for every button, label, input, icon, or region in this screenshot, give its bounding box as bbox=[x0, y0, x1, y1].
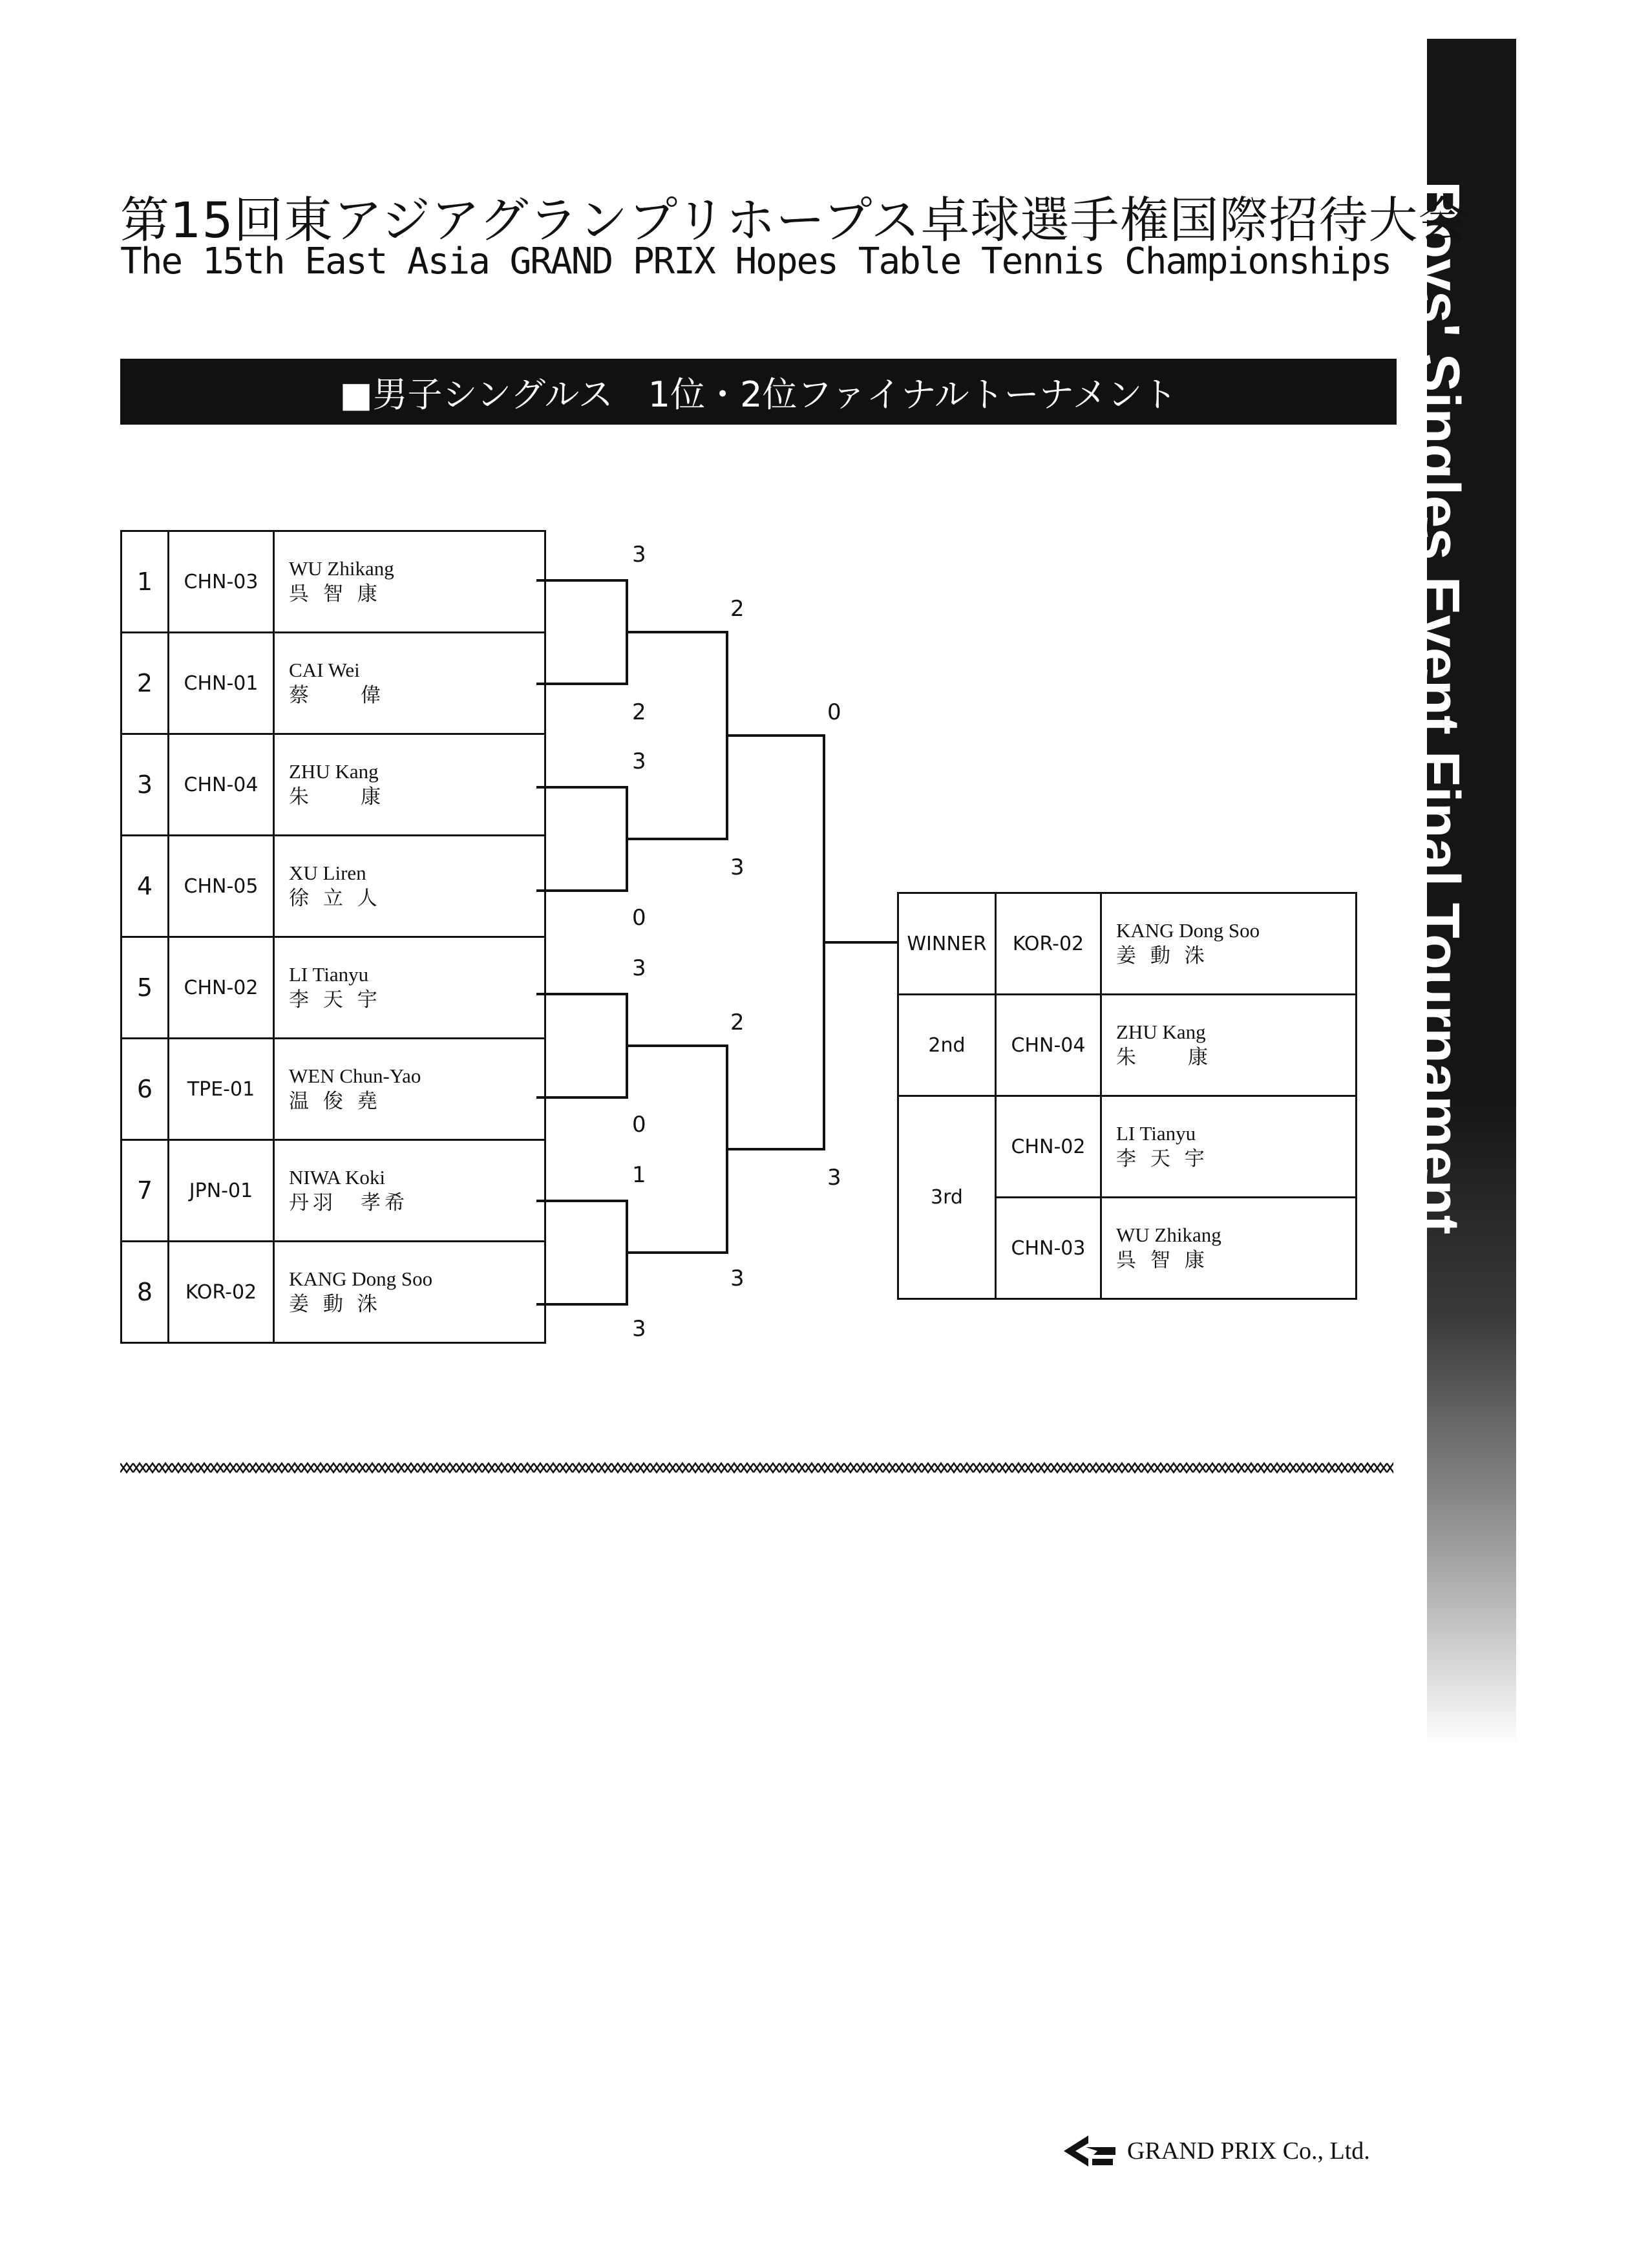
player-code: CHN-01 bbox=[169, 633, 274, 734]
seed-number: 5 bbox=[121, 937, 169, 1039]
seed-number: 4 bbox=[121, 836, 169, 937]
player-code: JPN-01 bbox=[169, 1140, 274, 1242]
placement-label: WINNER bbox=[898, 893, 996, 995]
seed-number: 2 bbox=[121, 633, 169, 734]
player-name-jp: 姜 動 洙 bbox=[1116, 944, 1209, 968]
company-logo bbox=[1060, 2133, 1370, 2169]
score-r1-8: 3 bbox=[632, 1316, 646, 1342]
player-code: CHN-05 bbox=[169, 836, 274, 937]
player-code: KOR-02 bbox=[996, 893, 1101, 995]
result-row bbox=[898, 893, 1357, 995]
player-name-jp: 温 俊 堯 bbox=[289, 1090, 381, 1113]
grand-prix-logo-icon bbox=[1060, 2133, 1118, 2169]
company-name: GRAND PRIX Co., Ltd. bbox=[1127, 2137, 1370, 2165]
score-r1-3: 3 bbox=[632, 748, 646, 774]
bracket-r1-match-1 bbox=[536, 580, 627, 684]
score-r1-2: 2 bbox=[632, 699, 646, 725]
player-name-en: LI Tianyu bbox=[1116, 1122, 1196, 1145]
score-r1-6: 0 bbox=[632, 1112, 646, 1138]
score-sf-4: 3 bbox=[730, 1266, 745, 1291]
result-row bbox=[898, 1096, 1357, 1198]
zigzag-divider bbox=[120, 1458, 1393, 1478]
results-table bbox=[897, 892, 1357, 1300]
score-sf-1: 2 bbox=[730, 596, 745, 622]
bracket-final bbox=[727, 736, 824, 1149]
player-name-en: CAI Wei bbox=[289, 659, 360, 681]
player-name bbox=[1101, 1198, 1357, 1299]
placement-label: 2nd bbox=[898, 995, 996, 1096]
score-r1-1: 3 bbox=[632, 542, 646, 567]
player-code: CHN-02 bbox=[996, 1096, 1101, 1198]
player-code: CHN-03 bbox=[169, 531, 274, 633]
title-japanese: 第15回東アジアグランプリホープス卓球選手権国際招待大会 bbox=[120, 191, 1468, 249]
player-name-en: ZHU Kang bbox=[289, 760, 379, 783]
seed-number: 1 bbox=[121, 531, 169, 633]
player-name-en: KANG Dong Soo bbox=[1116, 919, 1260, 942]
score-final-2: 3 bbox=[827, 1165, 841, 1191]
player-name-en: WU Zhikang bbox=[1116, 1224, 1221, 1246]
bracket-r1-match-4 bbox=[536, 1201, 627, 1304]
player-name-jp: 姜 動 洙 bbox=[289, 1293, 381, 1316]
player-name-jp: 朱 康 bbox=[289, 785, 385, 809]
player-name-jp: 李 天 宇 bbox=[1116, 1147, 1209, 1171]
placement-label: 3rd bbox=[898, 1096, 996, 1299]
score-sf-2: 3 bbox=[730, 854, 745, 880]
player-name-en: NIWA Koki bbox=[289, 1166, 385, 1189]
side-title: Boys' Singles Event Final Tournament bbox=[1406, 181, 1471, 1235]
score-r1-7: 1 bbox=[632, 1162, 646, 1188]
player-code: CHN-04 bbox=[169, 734, 274, 836]
player-code: KOR-02 bbox=[169, 1242, 274, 1343]
player-name-jp: 徐 立 人 bbox=[289, 887, 381, 910]
player-name-en: ZHU Kang bbox=[1116, 1021, 1206, 1043]
bracket-r1-match-2 bbox=[536, 787, 627, 891]
title-english: The 15th East Asia GRAND PRIX Hopes Table Tennis Championships bbox=[120, 240, 1391, 282]
player-name-jp: 丹羽 孝希 bbox=[289, 1191, 408, 1214]
seed-number: 6 bbox=[121, 1039, 169, 1140]
player-name-jp: 呉 智 康 bbox=[1116, 1249, 1209, 1272]
player-code: CHN-03 bbox=[996, 1198, 1101, 1299]
player-name-jp: 蔡 偉 bbox=[289, 684, 385, 707]
player-name bbox=[1101, 995, 1357, 1096]
player-name bbox=[1101, 893, 1357, 995]
player-name-en: XU Liren bbox=[289, 862, 366, 884]
player-code: TPE-01 bbox=[169, 1039, 274, 1140]
bracket-sf-match-1 bbox=[627, 632, 727, 839]
bracket-r1-match-3 bbox=[536, 994, 627, 1097]
bracket-sf-match-2 bbox=[627, 1046, 727, 1253]
section-banner-text: ■男子シングルス 1位・2位ファイナルトーナメント bbox=[339, 374, 1178, 415]
score-r1-5: 3 bbox=[632, 955, 646, 981]
score-sf-3: 2 bbox=[730, 1010, 745, 1035]
score-r1-4: 0 bbox=[632, 905, 646, 931]
player-name-jp: 呉 智 康 bbox=[289, 582, 381, 606]
player-name-en: WU Zhikang bbox=[289, 557, 394, 580]
score-final-1: 0 bbox=[827, 699, 841, 725]
player-name-en: LI Tianyu bbox=[289, 963, 369, 986]
player-code: CHN-02 bbox=[169, 937, 274, 1039]
result-row bbox=[898, 995, 1357, 1096]
player-name bbox=[1101, 1096, 1357, 1198]
player-name-en: WEN Chun-Yao bbox=[289, 1065, 421, 1087]
seed-number: 3 bbox=[121, 734, 169, 836]
player-name-en: KANG Dong Soo bbox=[289, 1267, 433, 1290]
seed-number: 7 bbox=[121, 1140, 169, 1242]
player-name-jp: 李 天 宇 bbox=[289, 988, 381, 1012]
player-code: CHN-04 bbox=[996, 995, 1101, 1096]
player-name-jp: 朱 康 bbox=[1116, 1046, 1212, 1069]
seed-number: 8 bbox=[121, 1242, 169, 1343]
